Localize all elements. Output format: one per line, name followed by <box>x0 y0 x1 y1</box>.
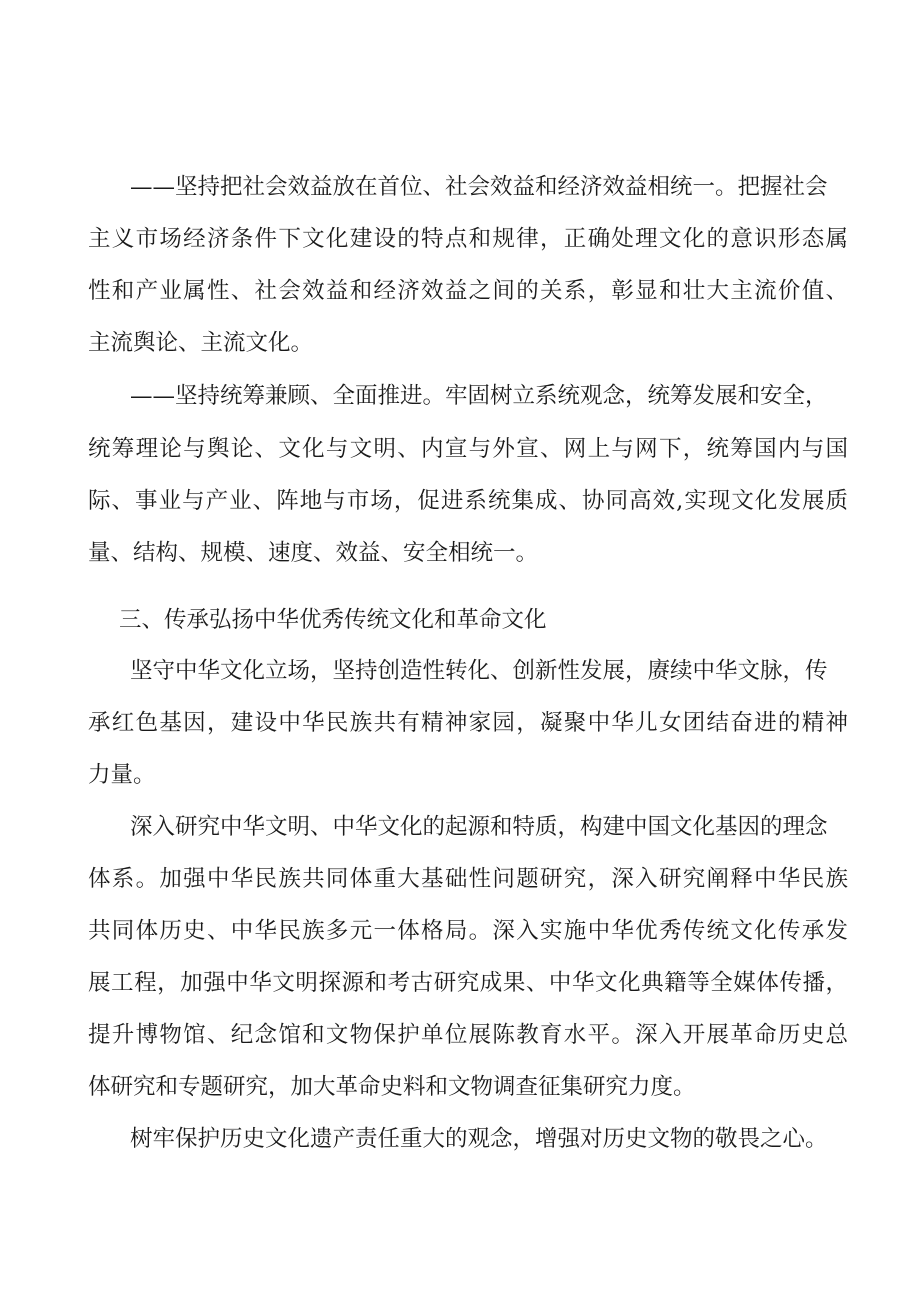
section-heading: 三、传承弘扬中华优秀传统文化和革命文化 <box>119 607 547 633</box>
text-line: 际、事业与产业、阵地与市场，促进系统集成、协同高效,实现文化发展质 <box>88 488 848 514</box>
text-line: 统筹理论与舆论、文化与文明、内宣与外宣、网上与网下，统筹国内与国 <box>88 436 848 462</box>
text-line: 主义市场经济条件下文化建设的特点和规律，正确处理文化的意识形态属 <box>88 226 848 252</box>
text-line: 共同体历史、中华民族多元一体格局。深入实施中华优秀传统文化传承发 <box>88 918 848 944</box>
text-line: 体系。加强中华民族共同体重大基础性问题研究，深入研究阐释中华民族 <box>88 866 848 892</box>
text-line: 量、结构、规模、速度、效益、安全相统一。 <box>88 540 539 566</box>
text-line: 展工程，加强中华文明探源和考古研究成果、中华文化典籍等全媒体传播， <box>88 970 848 996</box>
text-line: 承红色基因，建设中华民族共有精神家园，凝聚中华儿女团结奋进的精神 <box>88 710 848 736</box>
text-line: ——坚持把社会效益放在首位、社会效益和经济效益相统一。把握社会 <box>130 174 828 200</box>
text-line: 力量。 <box>88 762 156 788</box>
text-line: 体研究和专题研究，加大革命史料和文物调查征集研究力度。 <box>88 1074 696 1100</box>
text-line: 提升博物馆、纪念馆和文物保护单位展陈教育水平。深入开展革命历史总 <box>88 1022 848 1048</box>
text-line: 性和产业属性、社会效益和经济效益之间的关系，彰显和壮大主流价值、 <box>88 278 848 304</box>
text-line: 坚守中华文化立场，坚持创造性转化、创新性发展，赓续中华文脉，传 <box>130 658 828 684</box>
text-line: 树牢保护历史文化遗产责任重大的观念，增强对历史文物的敬畏之心。 <box>130 1126 828 1152</box>
text-line: 深入研究中华文明、中华文化的起源和特质，构建中国文化基因的理念 <box>130 814 828 840</box>
text-line: ——坚持统筹兼顾、全面推进。牢固树立系统观念，统筹发展和安全， <box>130 383 828 409</box>
text-line: 主流舆论、主流文化。 <box>88 330 314 356</box>
